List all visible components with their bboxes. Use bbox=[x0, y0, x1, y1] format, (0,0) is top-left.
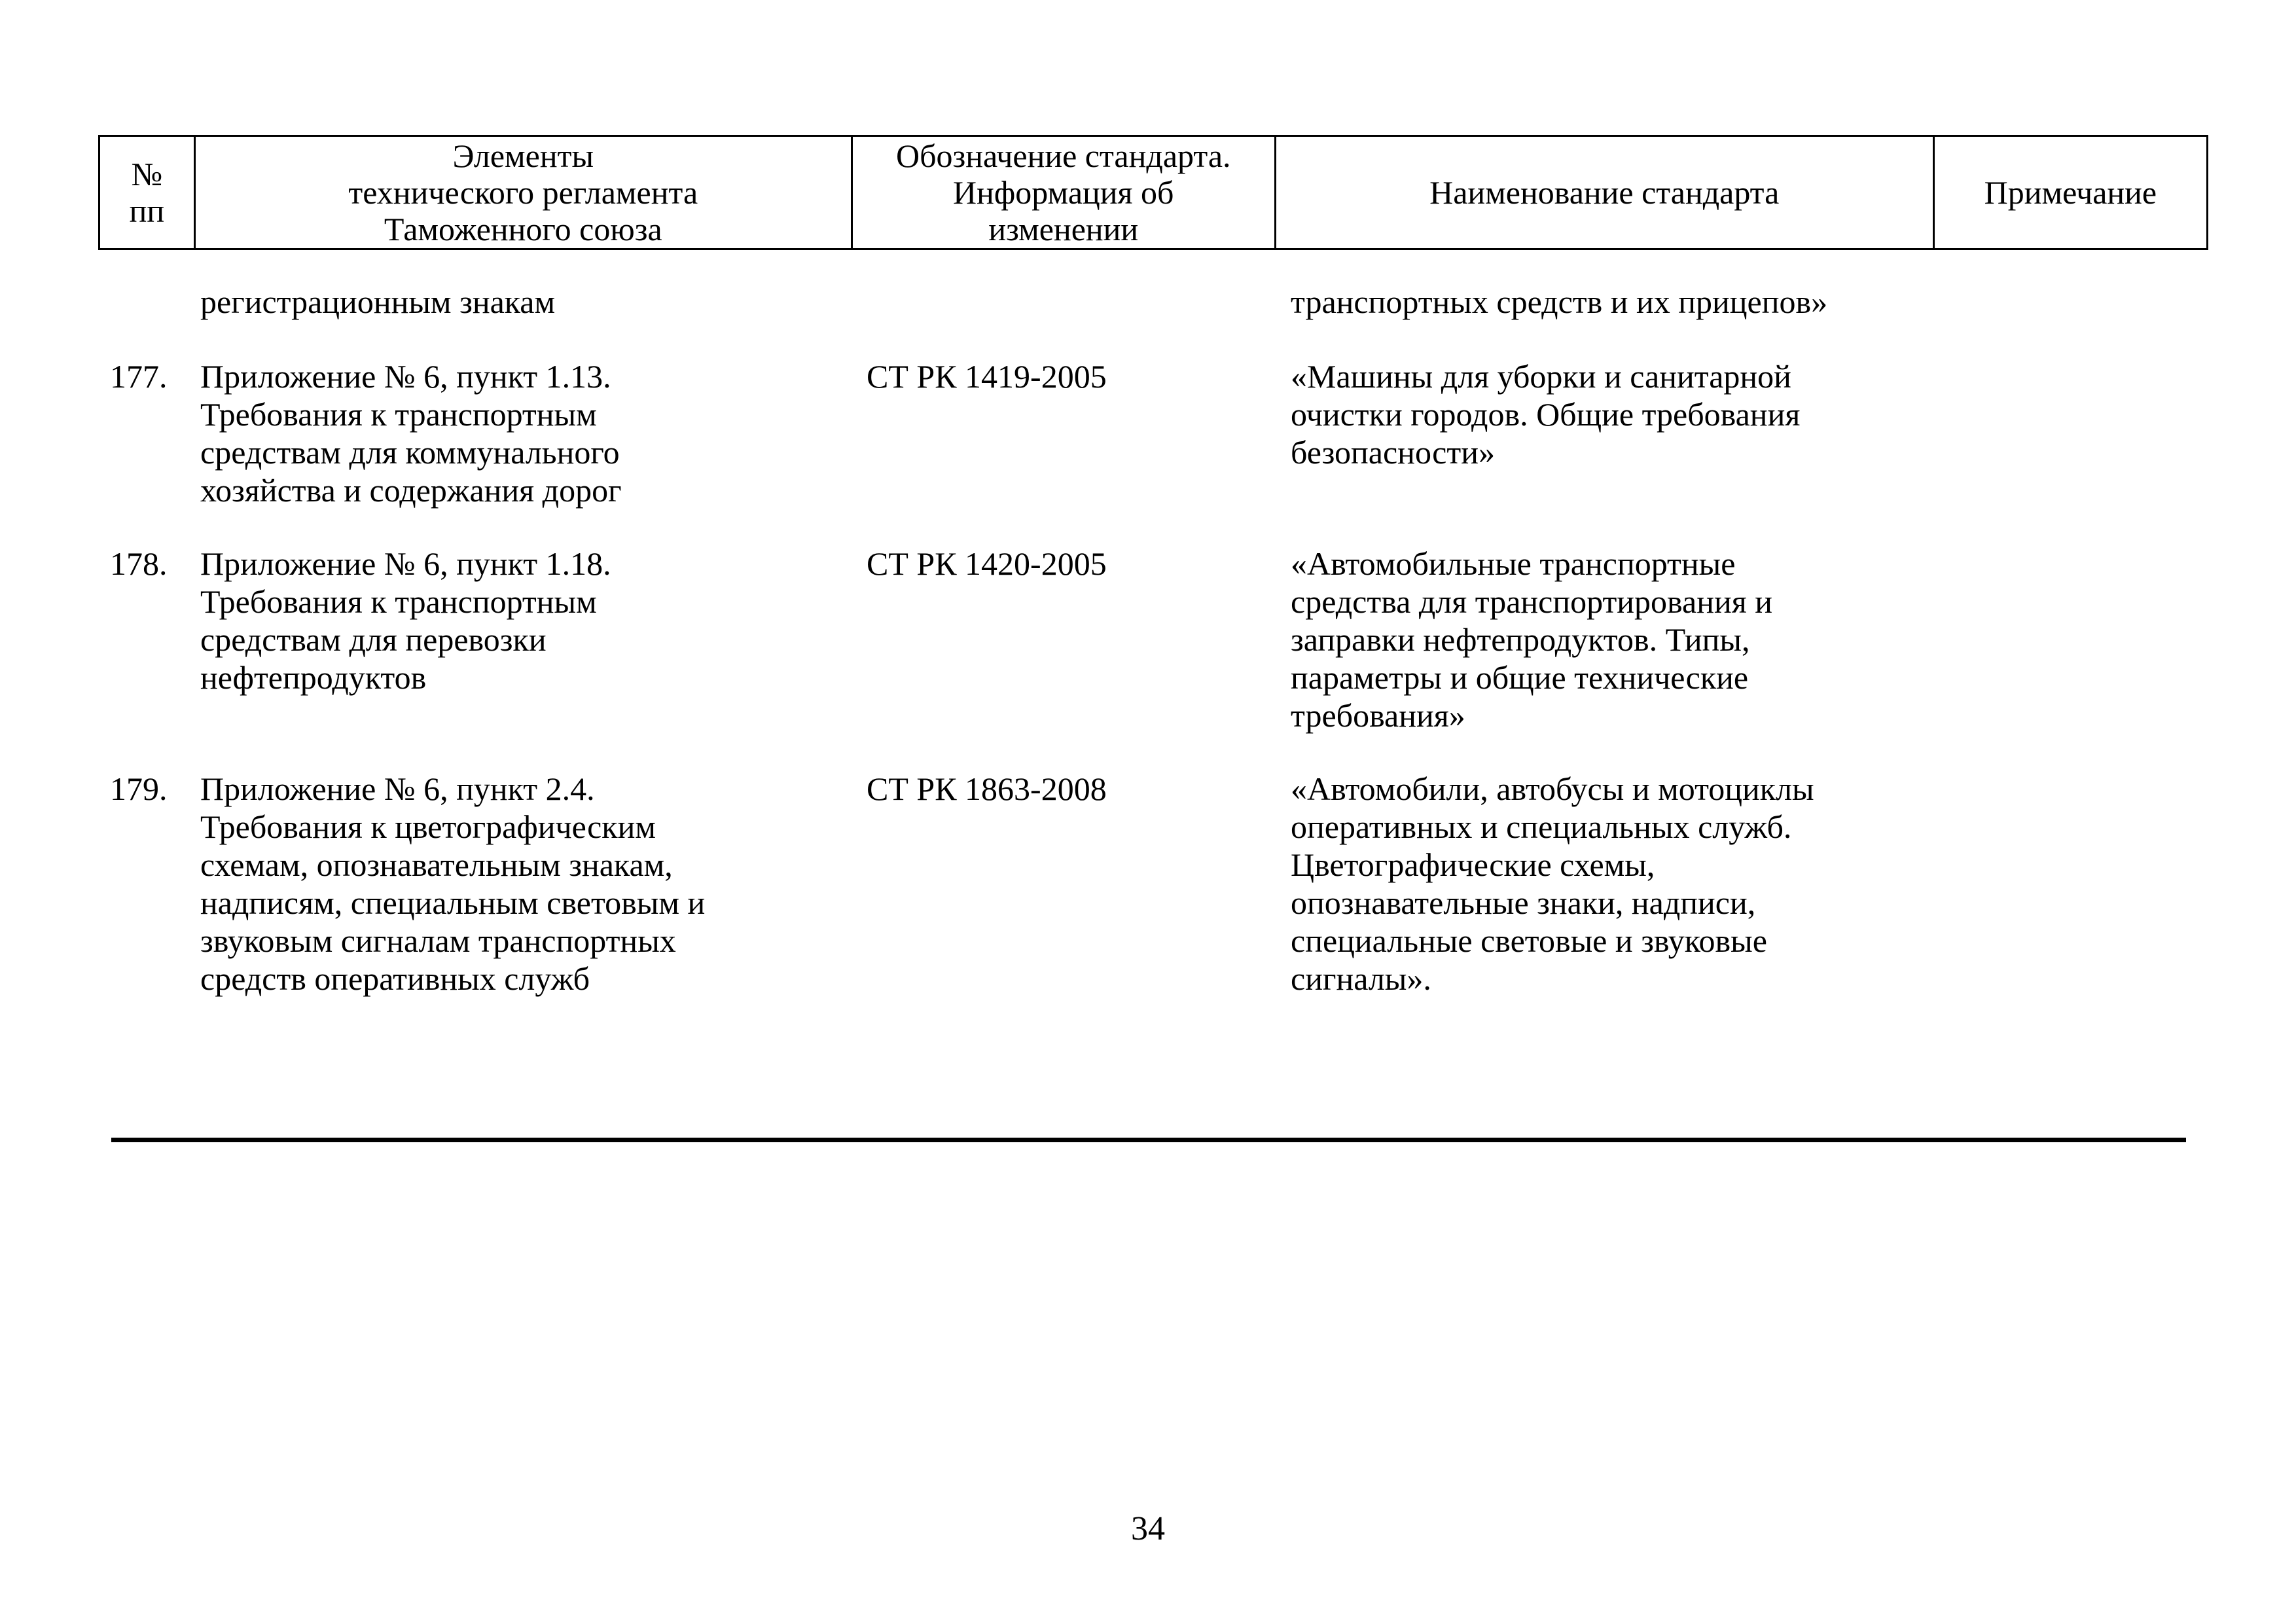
row-designation: СТ РК 1419-2005 bbox=[867, 358, 1107, 395]
row-designation bbox=[852, 283, 1276, 321]
header-number: № пп bbox=[100, 137, 196, 248]
page-number: 34 bbox=[1131, 1510, 1165, 1547]
table-header bbox=[98, 135, 2208, 250]
row-note bbox=[1936, 770, 2208, 998]
table-row-continuation bbox=[98, 283, 2208, 321]
row-number: 177. bbox=[110, 358, 168, 395]
row-standard-name: транспортных средств и их прицепов» bbox=[1291, 283, 1828, 320]
row-elements: регистрационным знакам bbox=[200, 283, 556, 320]
header-standard-designation: Обозначение стандарта. Информация об изменении bbox=[853, 137, 1276, 248]
row-number bbox=[98, 283, 194, 321]
row-elements: Приложение № 6, пункт 2.4. Требования к цветографическим схемам, опознавательным знакам, надписям, специальным световым и звуковым сигналам транспортных средств оперативных служб bbox=[200, 770, 706, 997]
row-standard-name: «Автомобили, автобусы и мотоциклы оперативных и специальных служб. Цветографические схемы, опознавательные знаки, надписи, специальные световые и звуковые сигналы». bbox=[1291, 770, 1814, 997]
row-elements: Приложение № 6, пункт 1.18. Требования к транспортным средствам для перевозки нефтепродуктов bbox=[200, 545, 611, 696]
row-note bbox=[1936, 283, 2208, 321]
row-designation: СТ РК 1420-2005 bbox=[867, 545, 1107, 582]
header-note: Примечание bbox=[1984, 174, 2157, 211]
header-regulation-elements: Элементы технического регламента Таможенного союза bbox=[196, 137, 853, 248]
row-standard-name: «Автомобильные транспортные средства для транспортирования и заправки нефтепродуктов. Типы, параметры и общие технические требования» bbox=[1291, 545, 1772, 734]
row-note bbox=[1936, 545, 2208, 734]
row-number: 179. bbox=[110, 770, 168, 807]
row-note bbox=[1936, 357, 2208, 509]
table-row bbox=[98, 770, 2208, 998]
row-elements: Приложение № 6, пункт 1.13. Требования к транспортным средствам для коммунального хозяйства и содержания дорог bbox=[200, 358, 622, 509]
bottom-divider bbox=[111, 1138, 2186, 1142]
table-body bbox=[98, 250, 2208, 998]
row-designation: СТ РК 1863-2008 bbox=[867, 770, 1107, 807]
header-standard-name: Наименование стандарта bbox=[1276, 137, 1935, 248]
row-standard-name: «Машины для уборки и санитарной очистки городов. Общие требования безопасности» bbox=[1291, 358, 1801, 471]
row-number: 178. bbox=[110, 545, 168, 582]
table-row bbox=[98, 357, 2208, 509]
table-row bbox=[98, 545, 2208, 734]
